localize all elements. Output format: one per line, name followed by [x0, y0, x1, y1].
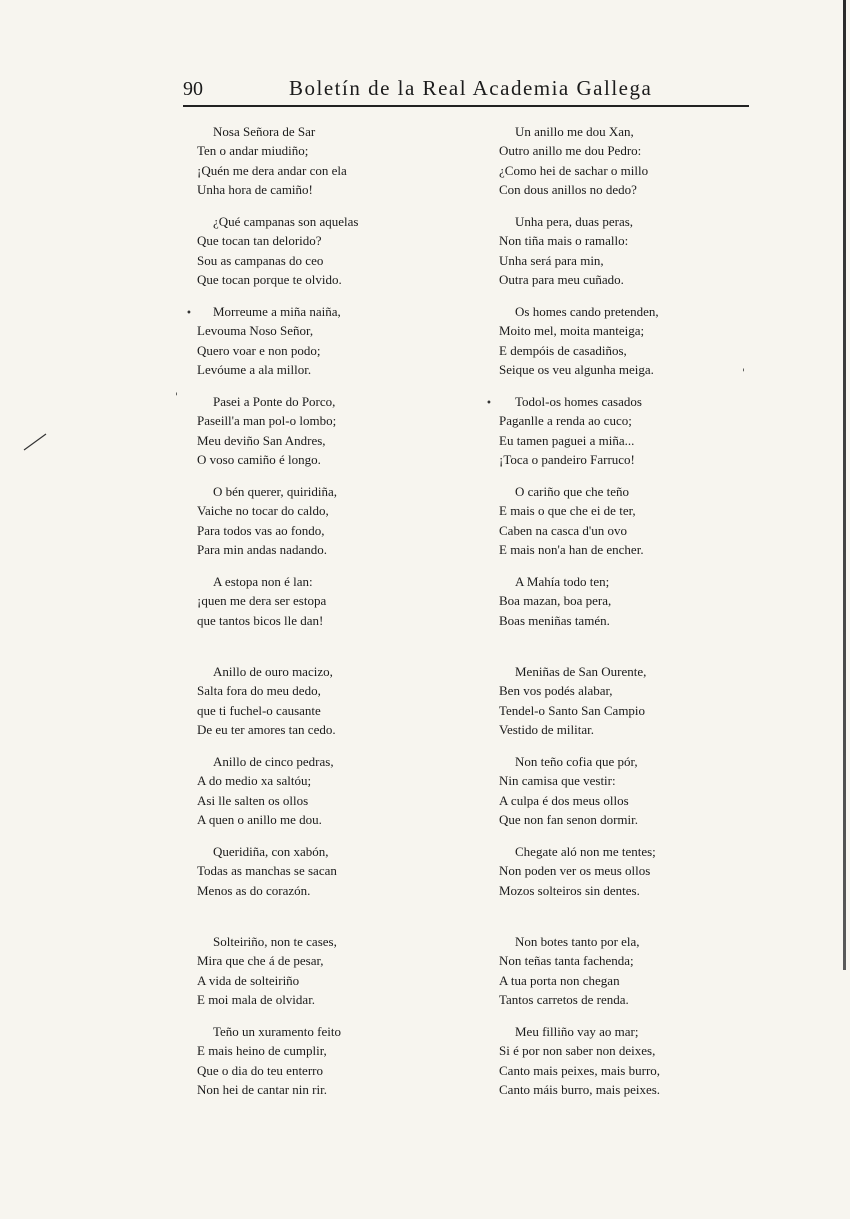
verse-line: Levouma Noso Señor, [197, 323, 314, 339]
right-column [499, 122, 739, 1112]
speck-mark: ' [742, 368, 745, 379]
verse-line: Que tocan tan delorido? [197, 233, 322, 249]
verse-line: Non botes tanto por ela, [515, 934, 640, 949]
stanza [499, 1022, 739, 1112]
verse-line: Levóume a ala millor. [197, 362, 312, 378]
stanza [499, 122, 739, 212]
verse-line: Para min andas nadando. [197, 542, 327, 558]
verse-line: Todol-os homes casados [515, 394, 642, 409]
verse-line: Que tocan porque te olvido. [197, 272, 342, 288]
stanza [499, 932, 739, 1022]
verse-line: Ben vos podés alabar, [499, 683, 613, 699]
verse-line: Vestido de militar. [499, 722, 594, 738]
verse-line: Mira que che á de pesar, [197, 953, 324, 969]
verse-line: Paganlle a renda ao cuco; [499, 413, 632, 429]
stanza [197, 482, 437, 572]
verse-line: Nosa Señora de Sar [213, 124, 316, 139]
left-column [197, 122, 437, 1112]
verse-line: A tua porta non chegan [499, 972, 620, 988]
verse-line: Teño un xuramento feito [213, 1024, 341, 1039]
verse-line: Non teño cofia que pór, [515, 754, 638, 769]
verse-line: que tantos bicos lle dan! [197, 612, 324, 628]
verse-line: E moi mala de olvidar. [197, 992, 316, 1008]
verse-line: Canto mais peixes, mais burro, [499, 1062, 661, 1078]
verse-line: E dempóis de casadiños, [499, 342, 627, 358]
verse-line: Unha hora de camiño! [197, 182, 313, 198]
verse-line: ¡quen me dera ser estopa [197, 593, 327, 609]
verse-line: E mais o que che ei de ter, [499, 503, 636, 519]
verse-line: Asi lle salten os ollos [197, 792, 309, 808]
speck-mark: • [186, 308, 192, 319]
stanza [197, 302, 437, 392]
verse-line: Nin camisa que vestir: [499, 773, 616, 789]
verse-line: Non poden ver os meus ollos [499, 863, 651, 879]
verse-line: Os homes cando pretenden, [515, 304, 659, 319]
stanza [197, 752, 437, 842]
verse-line: Non tiña mais o ramallo: [499, 233, 629, 249]
verse-line: O bén querer, quiridiña, [213, 484, 338, 499]
verse-line: Si é por non saber non deixes, [499, 1043, 656, 1059]
verse-line: Menos as do corazón. [197, 882, 311, 898]
verse-line: A Mahía todo ten; [515, 574, 610, 589]
verse-line: Outra para meu cuñado. [499, 272, 624, 288]
verse-line: Morreume a miña naiña, [213, 304, 341, 319]
stanza [499, 482, 739, 572]
verse-line: ¿Qué campanas son aquelas [213, 214, 359, 229]
running-title: Boletín de la Real Academia Gallega [289, 76, 653, 100]
stanza [499, 572, 739, 662]
stanza [197, 392, 437, 482]
verse-line: E mais non'a han de encher. [499, 542, 644, 558]
header-rule [183, 105, 749, 107]
stanza [499, 212, 739, 302]
verse-line: Tantos carretos de renda. [499, 992, 629, 1008]
verse-line: Non hei de cantar nin rir. [197, 1082, 327, 1098]
verse-line: Chegate aló non me tentes; [515, 844, 656, 859]
verse-line: Queridiña, con xabón, [213, 844, 329, 859]
verse-line: Boas meniñas tamén. [499, 612, 610, 628]
verse-line: Meu deviño San Andres, [197, 432, 326, 448]
verse-line: A do medio xa saltóu; [197, 773, 312, 789]
verse-line: Boa mazan, boa pera, [499, 593, 612, 609]
verse-line: E mais heino de cumplir, [197, 1043, 327, 1059]
stanza [197, 122, 437, 212]
verse-line: Todas as manchas se sacan [197, 863, 337, 879]
verse-line: Quero voar e non podo; [197, 342, 321, 358]
stanza [499, 842, 739, 932]
stanza [197, 662, 437, 752]
verse-line: Que non fan senon dormir. [499, 812, 639, 828]
verse-line [197, 900, 437, 919]
stray-pen-mark [22, 432, 48, 452]
verse-line: Meu filliño vay ao mar; [515, 1024, 639, 1039]
verse-line [499, 900, 739, 919]
verse-line: Pasei a Ponte do Porco, [213, 394, 336, 409]
verse-line: A culpa é dos meus ollos [499, 792, 629, 808]
verse-line: Canto máis burro, mais peixes. [499, 1082, 661, 1098]
stanza [499, 752, 739, 842]
page-number: 90 [183, 78, 203, 100]
verse-line: Mozos solteiros sin dentes. [499, 882, 640, 898]
verse-line: Meniñas de San Ourente, [515, 664, 647, 679]
verse-line: Paseill'a man pol-o lombo; [197, 413, 337, 429]
page-header [183, 76, 749, 106]
verse-line: Non teñas tanta fachenda; [499, 953, 634, 969]
verse-line: O cariño que che teño [515, 484, 630, 499]
verse-line: A quen o anillo me dou. [197, 812, 322, 828]
verse-line: Unha pera, duas peras, [515, 214, 634, 229]
verse-line: Solteiriño, non te cases, [213, 934, 337, 949]
stanza [499, 302, 739, 392]
verse-line: Anillo de ouro macizo, [213, 664, 333, 679]
verse-line: Eu tamen paguei a miña... [499, 432, 635, 448]
verse-line: Un anillo me dou Xan, [515, 124, 634, 139]
verse-line: De eu ter amores tan cedo. [197, 722, 336, 738]
verse-line: Unha será para min, [499, 252, 604, 268]
stanza [499, 392, 739, 482]
stanza [197, 572, 437, 662]
verse-line: que ti fuchel-o causante [197, 702, 321, 718]
speck-mark: • [486, 398, 492, 409]
verse-line: Que o dia do teu enterro [197, 1062, 323, 1078]
stanza [197, 932, 437, 1022]
stanza [197, 1022, 437, 1112]
verse-line: Con dous anillos no dedo? [499, 182, 637, 198]
verse-line [499, 630, 739, 649]
verse-line: A vida de solteiriño [197, 972, 300, 988]
verse-line [197, 630, 437, 649]
verse-line: A estopa non é lan: [213, 574, 313, 589]
verse-line: ¡Quén me dera andar con ela [197, 162, 347, 178]
verse-line: Caben na casca d'un ovo [499, 522, 627, 538]
verse-line: Anillo de cinco pedras, [213, 754, 334, 769]
speck-mark: ' [175, 392, 178, 403]
verse-line: Salta fora do meu dedo, [197, 683, 321, 699]
stanza [499, 662, 739, 752]
verse-line: Tendel-o Santo San Campio [499, 702, 646, 718]
verse-line: Vaiche no tocar do caldo, [197, 503, 329, 519]
scan-edge-line [843, 0, 846, 970]
stanza [197, 842, 437, 932]
verse-line: Para todos vas ao fondo, [197, 522, 325, 538]
verse-line: Ten o andar miudiño; [197, 143, 309, 159]
verse-line: ¿Como hei de sachar o millo [499, 162, 649, 178]
verse-line: Moito mel, moita manteiga; [499, 323, 645, 339]
verse-line: Seique os veu algunha meiga. [499, 362, 654, 378]
verse-line: Outro anillo me dou Pedro: [499, 143, 642, 159]
verse-line: O voso camiño é longo. [197, 452, 321, 468]
stanza [197, 212, 437, 302]
verse-line: ¡Toca o pandeiro Farruco! [499, 452, 635, 468]
verse-line: Sou as campanas do ceo [197, 252, 324, 268]
